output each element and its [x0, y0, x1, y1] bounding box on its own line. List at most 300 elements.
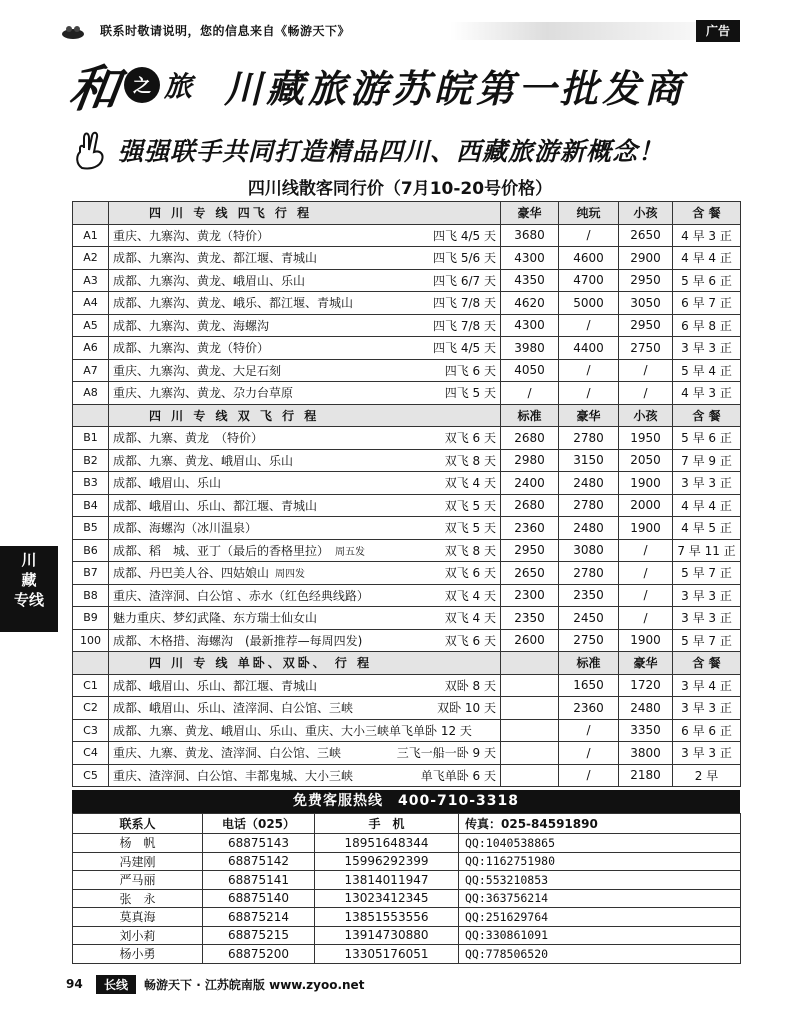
meal-cell: 5 早 4 正: [673, 359, 741, 382]
price-cell: 2680: [501, 494, 559, 517]
price-cell: 2750: [619, 337, 673, 360]
price-cell: 2350: [501, 607, 559, 630]
route-cell: [109, 697, 501, 720]
route-text: 成都、峨眉山、乐山、都江堰、青城山: [113, 498, 318, 513]
price-cell: 2360: [559, 697, 619, 720]
route-cell: [109, 562, 501, 585]
contact-header-fax: 传真：025-84591890: [459, 814, 741, 834]
price-cell: 2480: [619, 697, 673, 720]
price-cell: 2750: [559, 629, 619, 652]
contact-name: 杨 帆: [73, 834, 203, 853]
brand-logo-he: 和: [65, 59, 124, 118]
meal-cell: 3 早 4 正: [673, 674, 741, 697]
hotline-banner: 免费客服热线 400-710-3318: [72, 790, 740, 813]
mascot-logo-icon: [60, 22, 86, 40]
trip-duration: 四飞 7/8 天: [433, 296, 496, 311]
contact-row: [73, 852, 741, 871]
meal-cell: 7 早 11 正: [673, 539, 741, 562]
route-description: [113, 699, 353, 716]
price-cell: 2680: [501, 427, 559, 450]
meal-cell: 5 早 6 正: [673, 427, 741, 450]
route-text: 成都、海螺沟（冰川温泉）: [113, 521, 258, 536]
route-description: [113, 339, 269, 356]
price-cell: /: [559, 224, 619, 247]
trip-duration: 四飞 7/8 天: [433, 318, 496, 333]
contact-tel: 68875141: [203, 871, 315, 890]
column-header: 含 餐: [673, 202, 741, 225]
price-cell: 2360: [501, 517, 559, 540]
source-notice: 联系时敬请说明，您的信息来自《畅游天下》: [96, 22, 740, 40]
side-tab-line: 藏: [21, 571, 37, 589]
route-cell: [109, 584, 501, 607]
brand-logo-lv: 旅: [164, 70, 193, 103]
meal-cell: 6 早 8 正: [673, 314, 741, 337]
price-cell: 4350: [501, 269, 559, 292]
itinerary-row: [73, 674, 741, 697]
top-notice-bar: [60, 20, 740, 42]
price-cell: 4050: [501, 359, 559, 382]
itinerary-row: [73, 742, 741, 765]
price-cell: 5000: [559, 292, 619, 315]
price-cell: /: [559, 382, 619, 405]
price-cell: 1900: [619, 472, 673, 495]
price-cell: 3080: [559, 539, 619, 562]
route-code: A4: [73, 292, 109, 315]
route-cell: [109, 494, 501, 517]
departure-note: 周四发: [275, 569, 306, 581]
price-cell: 1900: [619, 629, 673, 652]
side-tab-line: 川: [21, 551, 37, 569]
meal-cell: 4 早 5 正: [673, 517, 741, 540]
contact-header-name: 联系人: [73, 814, 203, 834]
trip-duration: 双飞 5 天: [444, 521, 496, 536]
route-description: [113, 587, 369, 604]
ad-label: 广告: [696, 20, 740, 42]
price-cell: 2300: [501, 584, 559, 607]
contact-row: [73, 926, 741, 945]
meal-cell: 6 早 6 正: [673, 719, 741, 742]
route-cell: [109, 517, 501, 540]
price-cell: /: [559, 359, 619, 382]
meal-cell: 4 早 3 正: [673, 382, 741, 405]
meal-cell: 3 早 3 正: [673, 472, 741, 495]
trip-duration: 四飞 5 天: [444, 386, 496, 401]
contact-tel: 68875200: [203, 945, 315, 964]
itinerary-row: [73, 472, 741, 495]
contact-qq: QQ:1040538865: [459, 834, 741, 853]
price-cell: 2780: [559, 427, 619, 450]
price-cell: /: [619, 539, 673, 562]
price-cell-empty: [501, 742, 559, 765]
route-code: C4: [73, 742, 109, 765]
section-header-row: [73, 652, 741, 675]
contact-name: 杨小勇: [73, 945, 203, 964]
contact-tel: 68875140: [203, 889, 315, 908]
route-description: [113, 362, 281, 379]
route-code: B2: [73, 449, 109, 472]
footer-section-tag: 长线: [96, 975, 136, 994]
page-headline: 川藏旅游苏皖第一批发商: [224, 65, 687, 111]
contact-qq: QQ:330861091: [459, 926, 741, 945]
price-cell: 2400: [501, 472, 559, 495]
price-cell: /: [559, 314, 619, 337]
route-cell: [109, 337, 501, 360]
route-text: 重庆、九寨沟、黄龙（特价）: [113, 228, 270, 243]
trip-duration: 单飞单卧 6 天: [420, 768, 496, 783]
route-text: 成都、九寨沟、黄龙、峨眉山、乐山: [113, 273, 306, 288]
price-cell: 2480: [559, 517, 619, 540]
contact-mobile: 13814011947: [315, 871, 459, 890]
itinerary-row: [73, 697, 741, 720]
contact-mobile: 13914730880: [315, 926, 459, 945]
itinerary-row: [73, 337, 741, 360]
section-title: 四 川 专 线 单卧、双卧、 行 程: [109, 652, 501, 675]
route-code: B7: [73, 562, 109, 585]
route-code: C3: [73, 719, 109, 742]
itinerary-row: [73, 382, 741, 405]
contact-qq: QQ:1162751980: [459, 852, 741, 871]
price-cell: 4400: [559, 337, 619, 360]
route-text: 成都、九寨沟、黄龙、峨乐、都江堰、青城山: [113, 296, 354, 311]
price-cell: 2780: [559, 562, 619, 585]
contact-header-row: [73, 814, 741, 834]
price-cell: 4620: [501, 292, 559, 315]
trip-duration: 双飞 8 天: [444, 543, 496, 558]
itinerary-row: [73, 539, 741, 562]
price-cell: 2180: [619, 764, 673, 787]
route-code: B1: [73, 427, 109, 450]
route-code: A7: [73, 359, 109, 382]
route-code: B6: [73, 539, 109, 562]
route-code: A6: [73, 337, 109, 360]
route-cell: [109, 629, 501, 652]
slogan-text: 强强联手共同打造精品四川、西藏旅游新概念！: [118, 137, 665, 166]
route-text: 成都、九寨沟、黄龙（特价）: [113, 341, 270, 356]
itinerary-row: [73, 517, 741, 540]
price-cell: 1950: [619, 427, 673, 450]
route-code: B4: [73, 494, 109, 517]
contact-row: [73, 945, 741, 964]
price-cell: /: [619, 562, 673, 585]
price-cell: 2980: [501, 449, 559, 472]
price-cell: 2350: [559, 584, 619, 607]
contact-row: [73, 871, 741, 890]
route-text: 重庆、渣滓洞、白公馆 、赤水（红色经典线路）: [113, 588, 369, 603]
brand-logo-zhi: 之: [124, 67, 160, 103]
price-cell: /: [559, 764, 619, 787]
route-description: [113, 474, 221, 491]
price-cell-empty: [501, 674, 559, 697]
itinerary-row: [73, 292, 741, 315]
section-header-row: [73, 404, 741, 427]
slogan-row: [72, 128, 740, 172]
route-text: 重庆、九寨沟、黄龙、大足石刻: [113, 363, 282, 378]
brand-header: [65, 50, 740, 120]
itinerary-row: [73, 359, 741, 382]
itinerary-row: [73, 719, 741, 742]
route-code: B8: [73, 584, 109, 607]
trip-duration: 四飞 4/5 天: [433, 228, 496, 243]
price-cell: 3350: [619, 719, 673, 742]
route-description: [113, 632, 362, 649]
route-code: C5: [73, 764, 109, 787]
route-cell: [109, 449, 501, 472]
route-description: [113, 294, 353, 311]
price-cell: 2000: [619, 494, 673, 517]
route-text: 成都、九寨沟、黄龙、海螺沟: [113, 318, 270, 333]
contact-qq: QQ:363756214: [459, 889, 741, 908]
contact-tel: 68875214: [203, 908, 315, 927]
route-cell: [109, 674, 501, 697]
trip-duration: 双飞 8 天: [444, 453, 496, 468]
trip-duration: 四飞 4/5 天: [433, 341, 496, 356]
route-cell: [109, 224, 501, 247]
route-description: [113, 317, 269, 334]
price-cell: /: [501, 382, 559, 405]
column-header: 小孩: [619, 404, 673, 427]
price-cell: /: [619, 607, 673, 630]
route-cell: [109, 607, 501, 630]
route-code: A5: [73, 314, 109, 337]
trip-duration: 三飞一船一卧 9 天: [396, 746, 496, 761]
footer-publication: 畅游天下 · 江苏皖南版 www.zyoo.net: [144, 977, 365, 992]
meal-cell: 3 早 3 正: [673, 697, 741, 720]
route-text: 重庆、九寨沟、黄龙、尕力台草原: [113, 386, 294, 401]
column-header: 纯玩: [559, 202, 619, 225]
route-cell: [109, 247, 501, 270]
price-cell: 2480: [559, 472, 619, 495]
price-cell: /: [559, 719, 619, 742]
route-cell: [109, 359, 501, 382]
route-text: 重庆、九寨、黄龙、渣滓洞、白公馆、三峡: [113, 746, 342, 761]
price-cell: 2450: [559, 607, 619, 630]
departure-note: 周五发: [335, 546, 366, 558]
route-cell: [109, 314, 501, 337]
route-code: B3: [73, 472, 109, 495]
page-number: 94: [66, 977, 83, 991]
price-cell: 3050: [619, 292, 673, 315]
contact-mobile: 18951648344: [315, 834, 459, 853]
price-cell: /: [619, 382, 673, 405]
route-text: 成都、丹巴美人谷、四姑娘山: [113, 566, 270, 581]
meal-cell: 5 早 6 正: [673, 269, 741, 292]
route-text: 成都、峨眉山、乐山: [113, 476, 222, 491]
price-cell: 1720: [619, 674, 673, 697]
contact-name: 莫真海: [73, 908, 203, 927]
section-code-cell: [73, 202, 109, 225]
price-cell: /: [619, 584, 673, 607]
route-text: 成都、九寨、黄龙 （特价）: [113, 431, 264, 446]
contact-qq: QQ:778506520: [459, 945, 741, 964]
trip-duration: 双卧 10 天: [437, 701, 496, 716]
route-text: 成都、九寨、黄龙、峨眉山、乐山、重庆、大小三峡单飞单卧 12 天: [113, 723, 472, 738]
itinerary-row: [73, 764, 741, 787]
trip-duration: 双卧 8 天: [444, 678, 496, 693]
itinerary-row: [73, 314, 741, 337]
itinerary-row: [73, 269, 741, 292]
route-cell: [109, 269, 501, 292]
route-cell: [109, 742, 501, 765]
section-code-cell: [73, 404, 109, 427]
contact-row: [73, 834, 741, 853]
price-cell: 4300: [501, 247, 559, 270]
route-code: 100: [73, 629, 109, 652]
route-code: B9: [73, 607, 109, 630]
price-cell: 3680: [501, 224, 559, 247]
section-title: 四 川 专 线 双 飞 行 程: [109, 404, 501, 427]
contact-name: 严马丽: [73, 871, 203, 890]
route-code: B5: [73, 517, 109, 540]
meal-cell: 4 早 3 正: [673, 224, 741, 247]
route-description: [113, 609, 317, 626]
price-cell: 2950: [619, 269, 673, 292]
route-description: [113, 227, 269, 244]
section-header-row: [73, 202, 741, 225]
price-cell: 3800: [619, 742, 673, 765]
contact-row: [73, 889, 741, 908]
route-code: A8: [73, 382, 109, 405]
route-cell: [109, 382, 501, 405]
contact-mobile: 13851553556: [315, 908, 459, 927]
route-description: [113, 497, 317, 514]
route-cell: [109, 719, 501, 742]
price-cell-empty: [501, 697, 559, 720]
meal-cell: 6 早 7 正: [673, 292, 741, 315]
route-description: [113, 452, 293, 469]
price-cell: /: [559, 742, 619, 765]
meal-cell: 4 早 4 正: [673, 494, 741, 517]
route-description: [113, 384, 293, 401]
column-header: 含 餐: [673, 404, 741, 427]
route-description: [113, 272, 305, 289]
meal-cell: 3 早 3 正: [673, 337, 741, 360]
victory-hand-icon: [72, 130, 110, 170]
contact-mobile: 13023412345: [315, 889, 459, 908]
column-header: 含 餐: [673, 652, 741, 675]
trip-duration: 四飞 6/7 天: [433, 273, 496, 288]
column-header: 豪华: [501, 202, 559, 225]
price-cell: 3150: [559, 449, 619, 472]
column-header: 标准: [559, 652, 619, 675]
route-text: 成都、九寨沟、黄龙、都江堰、青城山: [113, 251, 318, 266]
price-cell: 4300: [501, 314, 559, 337]
contact-header-mobile: 手 机: [315, 814, 459, 834]
itinerary-row: [73, 427, 741, 450]
itinerary-row: [73, 224, 741, 247]
trip-duration: 双飞 5 天: [444, 498, 496, 513]
meal-cell: 3 早 3 正: [673, 742, 741, 765]
route-cell: [109, 764, 501, 787]
trip-duration: 四飞 6 天: [444, 363, 496, 378]
column-header: 小孩: [619, 202, 673, 225]
contact-tel: 68875215: [203, 926, 315, 945]
route-description: [113, 722, 472, 739]
route-cell: [109, 427, 501, 450]
section-title: 四 川 专 线 四飞 行 程: [109, 202, 501, 225]
price-cell: 4600: [559, 247, 619, 270]
meal-cell: 3 早 3 正: [673, 607, 741, 630]
price-cell: 2780: [559, 494, 619, 517]
meal-cell: 7 早 9 正: [673, 449, 741, 472]
route-text: 成都、九寨、黄龙、峨眉山、乐山: [113, 453, 294, 468]
route-code: C1: [73, 674, 109, 697]
route-description: [113, 767, 353, 784]
meal-cell: 5 早 7 正: [673, 629, 741, 652]
contact-name: 张 永: [73, 889, 203, 908]
route-code: A3: [73, 269, 109, 292]
trip-duration: 双飞 4 天: [444, 476, 496, 491]
price-cell-empty: [501, 764, 559, 787]
contact-qq: QQ:251629764: [459, 908, 741, 927]
trip-duration: 四飞 5/6 天: [433, 251, 496, 266]
route-code: A2: [73, 247, 109, 270]
route-cell: [109, 472, 501, 495]
trip-duration: 双飞 4 天: [444, 611, 496, 626]
price-cell: 1650: [559, 674, 619, 697]
price-cell: /: [619, 359, 673, 382]
route-cell: [109, 539, 501, 562]
route-text: 魅力重庆、梦幻武隆、东方瑞士仙女山: [113, 611, 318, 626]
contact-row: [73, 908, 741, 927]
contact-header-tel: 电话（025）: [203, 814, 315, 834]
side-tab-line: 专线: [13, 591, 44, 609]
meal-cell: 4 早 4 正: [673, 247, 741, 270]
route-text: 成都、木格措、海螺沟 (最新推荐—每周四发): [113, 633, 363, 648]
column-header: 豪华: [559, 404, 619, 427]
route-text: 成都、稻 城、亚丁（最后的香格里拉）: [113, 543, 330, 558]
trip-duration: 双飞 6 天: [444, 431, 496, 446]
trip-duration: 双飞 6 天: [444, 566, 496, 581]
route-description: [113, 677, 317, 694]
route-description: [113, 542, 365, 559]
meal-cell: 3 早 3 正: [673, 584, 741, 607]
itinerary-row: [73, 247, 741, 270]
price-cell: 2050: [619, 449, 673, 472]
route-description: [113, 564, 305, 581]
price-cell: 2900: [619, 247, 673, 270]
price-subtitle: 四川线散客同行价（7月10-20号价格）: [247, 179, 553, 199]
contact-qq: QQ:553210853: [459, 871, 741, 890]
price-cell: 1900: [619, 517, 673, 540]
page-footer: [66, 974, 740, 994]
itinerary-row: [73, 562, 741, 585]
column-header: [501, 652, 559, 675]
contact-tel: 68875143: [203, 834, 315, 853]
side-section-tab: [0, 546, 58, 632]
route-cell: [109, 292, 501, 315]
price-cell: 2950: [619, 314, 673, 337]
section-code-cell: [73, 652, 109, 675]
itinerary-row: [73, 584, 741, 607]
meal-cell: 5 早 7 正: [673, 562, 741, 585]
contact-mobile: 15996292399: [315, 852, 459, 871]
route-code: A1: [73, 224, 109, 247]
route-text: 成都、峨眉山、乐山、渣滓洞、白公馆、三峡: [113, 701, 354, 716]
column-header: 标准: [501, 404, 559, 427]
price-cell: 2600: [501, 629, 559, 652]
price-cell-empty: [501, 719, 559, 742]
meal-cell: 2 早: [673, 764, 741, 787]
price-table: [72, 201, 741, 787]
price-cell: 2650: [501, 562, 559, 585]
contact-mobile: 13305176051: [315, 945, 459, 964]
itinerary-row: [73, 607, 741, 630]
price-cell: 4700: [559, 269, 619, 292]
route-description: [113, 429, 263, 446]
route-description: [113, 249, 317, 266]
column-header: 豪华: [619, 652, 673, 675]
route-text: 重庆、渣滓洞、白公馆、丰都鬼城、大小三峡: [113, 768, 354, 783]
